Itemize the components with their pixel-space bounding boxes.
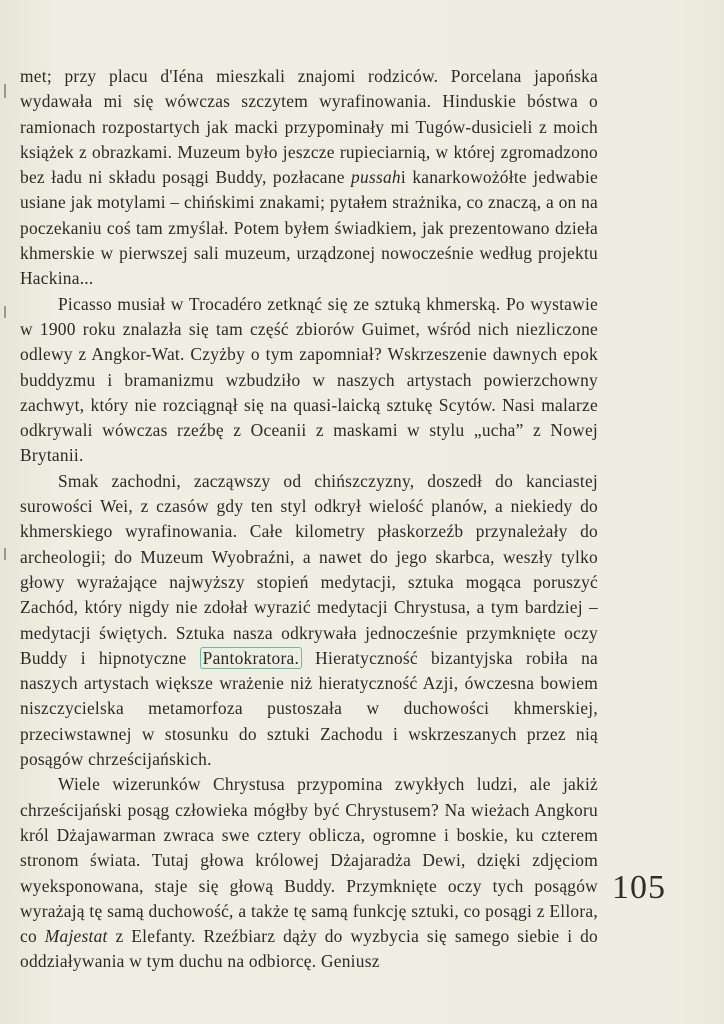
italic-term: pussah [351, 167, 401, 188]
text-run: Wiele wizerunków Chrystusa przypomina zwykłych ludzi, ale jakiż chrześcijański posąg człowieka mógłby być Chrystusem? Na wieżach Angkoru król Dżajawarman zwraca swe cztery oblicza, ogromne i boskie, ku czterem stronom świata. Tutaj głowa królowej Dżajaradża Dewi, dzięki zdjęciom wyeksponowana, staje się głową Buddy. Przymknięte oczy tych posągów wyrażają tę samą duchowość, a także tę samą funkcję sztuki, co posągi z Ellora, co [20, 774, 598, 947]
paragraph [20, 292, 598, 469]
italic-term: Majestat [44, 926, 108, 947]
text-run: z Elefanty. Rzeźbiarz dąży do wyzbycia się samego siebie i do oddziaływania w tym duchu na odbiorcę. Geniusz [20, 926, 599, 972]
text-run: Hieratyczność bizantyjska robiła na naszych artystach większe wrażenie niż hieratyczność Azji, ówczesna bowiem niszczycielska metamorfoza pustoszała w duchowości khmerskiej, przeciwstawnej w stosunku do sztuki Zachodu i wskrzeszanych przez nią posągów chrześcijańskich. [20, 647, 599, 770]
paragraph [20, 469, 598, 773]
page-number: 105 [612, 869, 666, 906]
paragraph [20, 772, 598, 974]
paragraph [20, 64, 598, 292]
margin-mark [4, 306, 6, 318]
text-run: Smak zachodni, zacząwszy od chińszczyzny, doszedł do kanciastej surowości Wei, z czasów gdy ten styl odkrył wielość planów, a niekiedy do khmerskiego wyrafinowania. Całe kilometry płaskorzeźb przynależały do archeologii; do Muzeum Wyobraźni, a nawet do jego skarbca, weszły tylko głowy wyrażające najwyższy stopień medytacji, sztuka mogąca poruszyć Zachód, który nigdy nie zdołał wyrazić medytacji Chrystusa, a tym bardziej – medytacji świętych. Sztuka nasza odkrywała jednocześnie przymknięte oczy Buddy i hipnotyczne [20, 470, 598, 668]
text-run: Picasso musiał w Trocadéro zetknąć się ze sztuką khmerską. Po wystawie w 1900 roku znalazła się tam część zbiorów Guimet, wśród nich niezliczone odlewy z Angkor-Wat. Czyżby o tym zapomniał? Wskrzeszenie dawnych epok buddyzmu i bramanizmu wzbudziło w naszych artystach powierzchowny zachwyt, który nie rozciągnął się na quasi-laicką sztukę Scytów. Nasi malarze odkrywali wówczas rzeźbę z Oceanii z maskami w stylu „ucha” z Nowej Brytanii. [20, 293, 598, 466]
margin-mark [4, 84, 6, 98]
text-run: met; przy placu d'Iéna mieszkali znajomi rodziców. Porcelana japońska wydawała mi się wówczas szczytem wyrafinowania. Hinduskie bóstwa o ramionach rozpostartych jak macki przypominały mi Tugów-dusicieli z moich książek z obrazkami. Muzeum było jeszcze rupieciarnią, w której zgromadzono bez ładu ni składu posągi Buddy, pozłacane [20, 66, 598, 188]
body-text [20, 64, 598, 975]
margin-mark [4, 548, 6, 560]
highlighted-word: Pantokratora. [200, 647, 302, 669]
text-run: i kanarkowożółte jedwabie usiane jak motylami – chińskimi znakami; pytałem strażnika, co znaczą, a on na poczekaniu coś tam zmyślał. Potem byłem świadkiem, jak prezentowano dzieła khmerskie w pierwszej sali muzeum, urządzonej nowocześnie według projektu Hackina... [20, 167, 599, 289]
